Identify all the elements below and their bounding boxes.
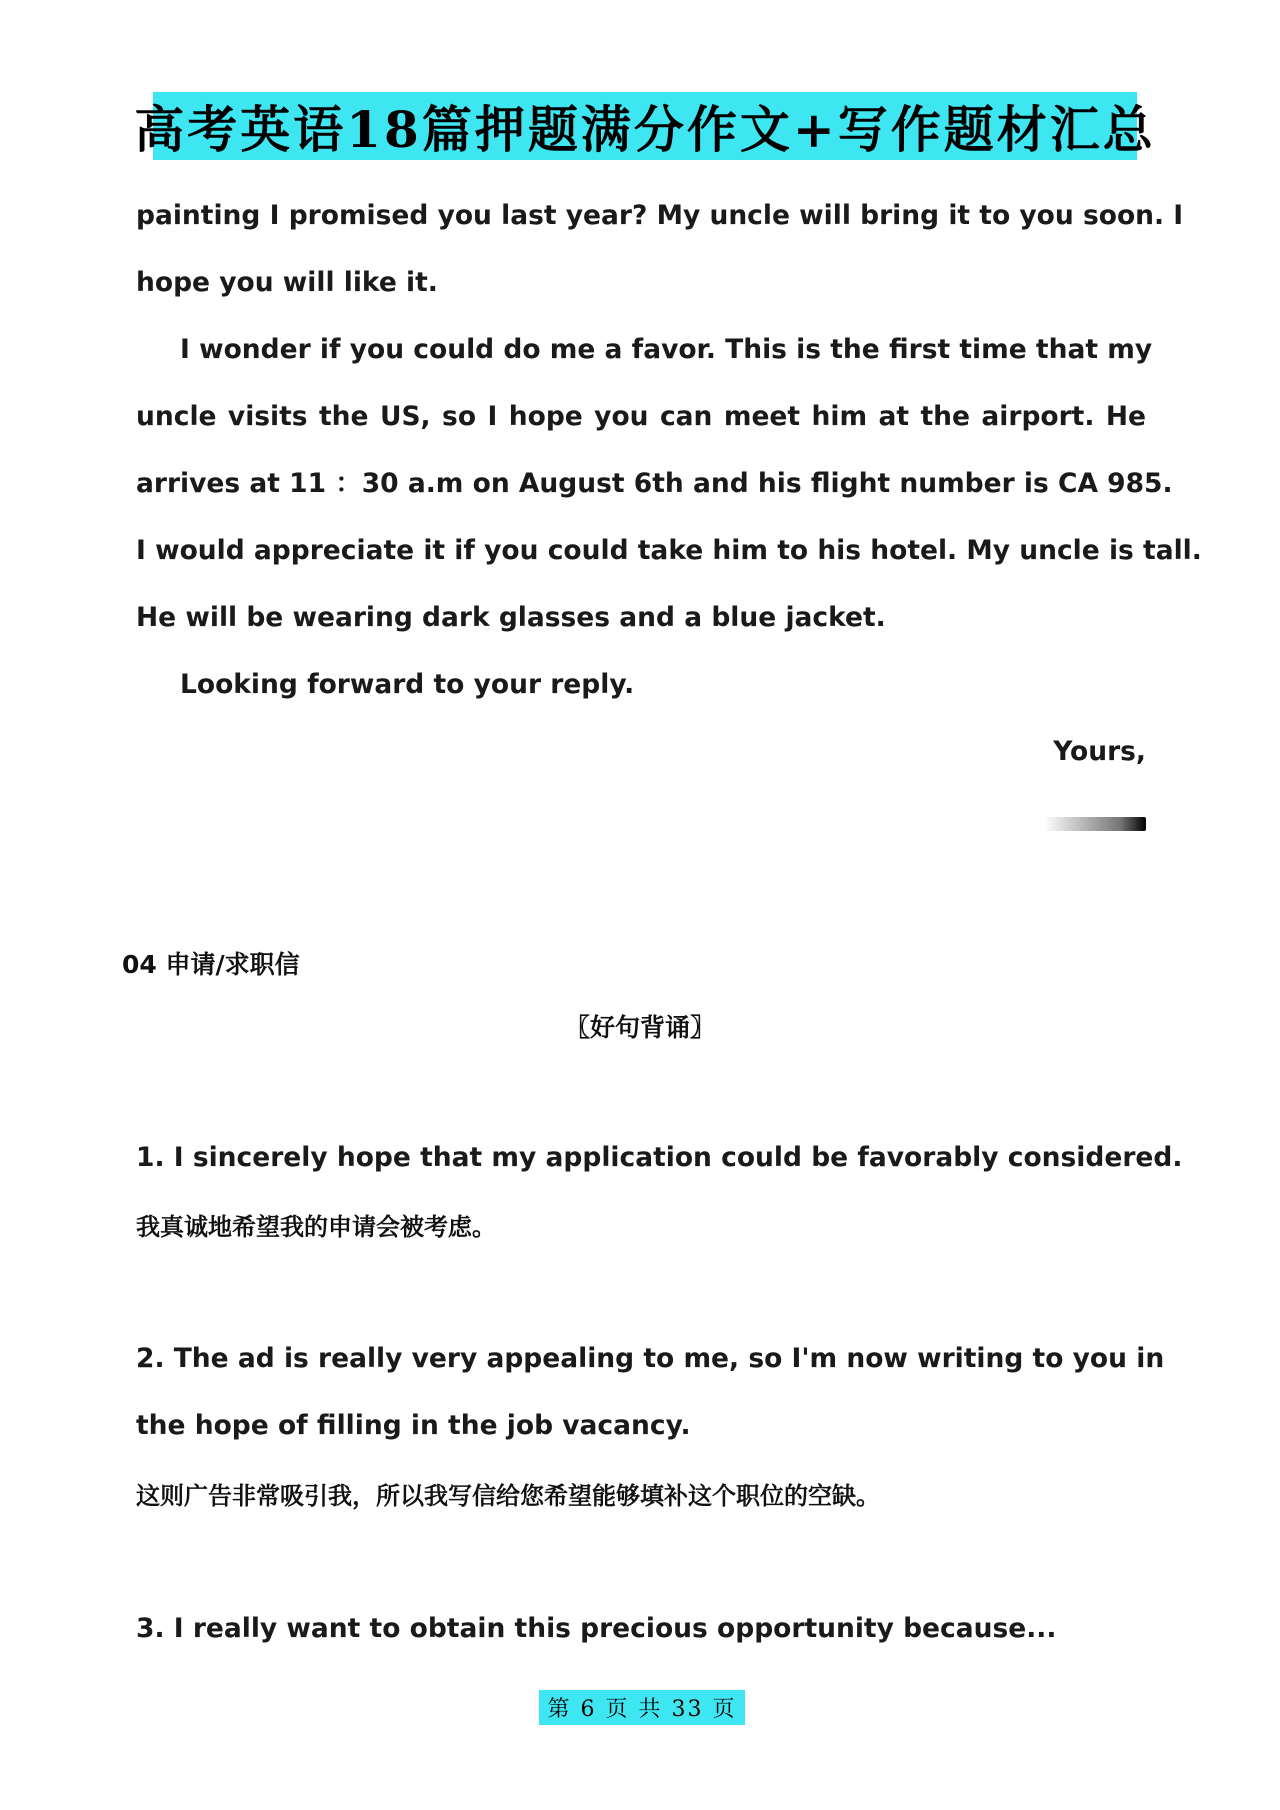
sentence-en: 1. I sincerely hope that my application could be favorably considered. [136,1142,1183,1173]
sentence-en: 3. I really want to obtain this precious opportunity because... [136,1613,1057,1644]
section-heading: 04 申请/求职信 [122,950,300,979]
document-title: 高考英语18篇押题满分作文+写作题材汇总 [134,100,1156,159]
sentence-en: the hope of filling in the job vacancy. [136,1410,691,1441]
sentence-cn: 我真诚地希望我的申请会被考虑。 [136,1213,496,1241]
letter-line: uncle visits the US, so I hope you can meet him at the airport. He [136,401,1146,432]
letter-line: Looking forward to your reply. [180,669,635,700]
signature-stroke [1046,817,1146,831]
sentence-cn: 这则广告非常吸引我，所以我写信给您希望能够填补这个职位的空缺。 [136,1482,880,1510]
sentence-en: 2. The ad is really very appealing to me, so I'm now writing to you in [136,1343,1165,1374]
letter-line: hope you will like it. [136,267,438,298]
section-subheading: 〖好句背诵〗 [564,1013,715,1042]
letter-line: I wonder if you could do me a favor. This is the first time that my [180,334,1153,365]
letter-line: I would appreciate it if you could take him to his hotel. My uncle is tall. [136,535,1202,566]
letter-line: painting I promised you last year? My uncle will bring it to you soon. I [136,200,1184,231]
page-number: 第 6 页 共 33 页 [547,1697,737,1722]
letter-closing: Yours, [1053,736,1146,767]
letter-line: arrives at 11 ：30 a.m on August 6th and his flight number is CA 985. [136,468,1173,499]
letter-line: He will be wearing dark glasses and a blue jacket. [136,602,886,633]
title-banner [134,92,1156,160]
page-footer [539,1690,745,1725]
